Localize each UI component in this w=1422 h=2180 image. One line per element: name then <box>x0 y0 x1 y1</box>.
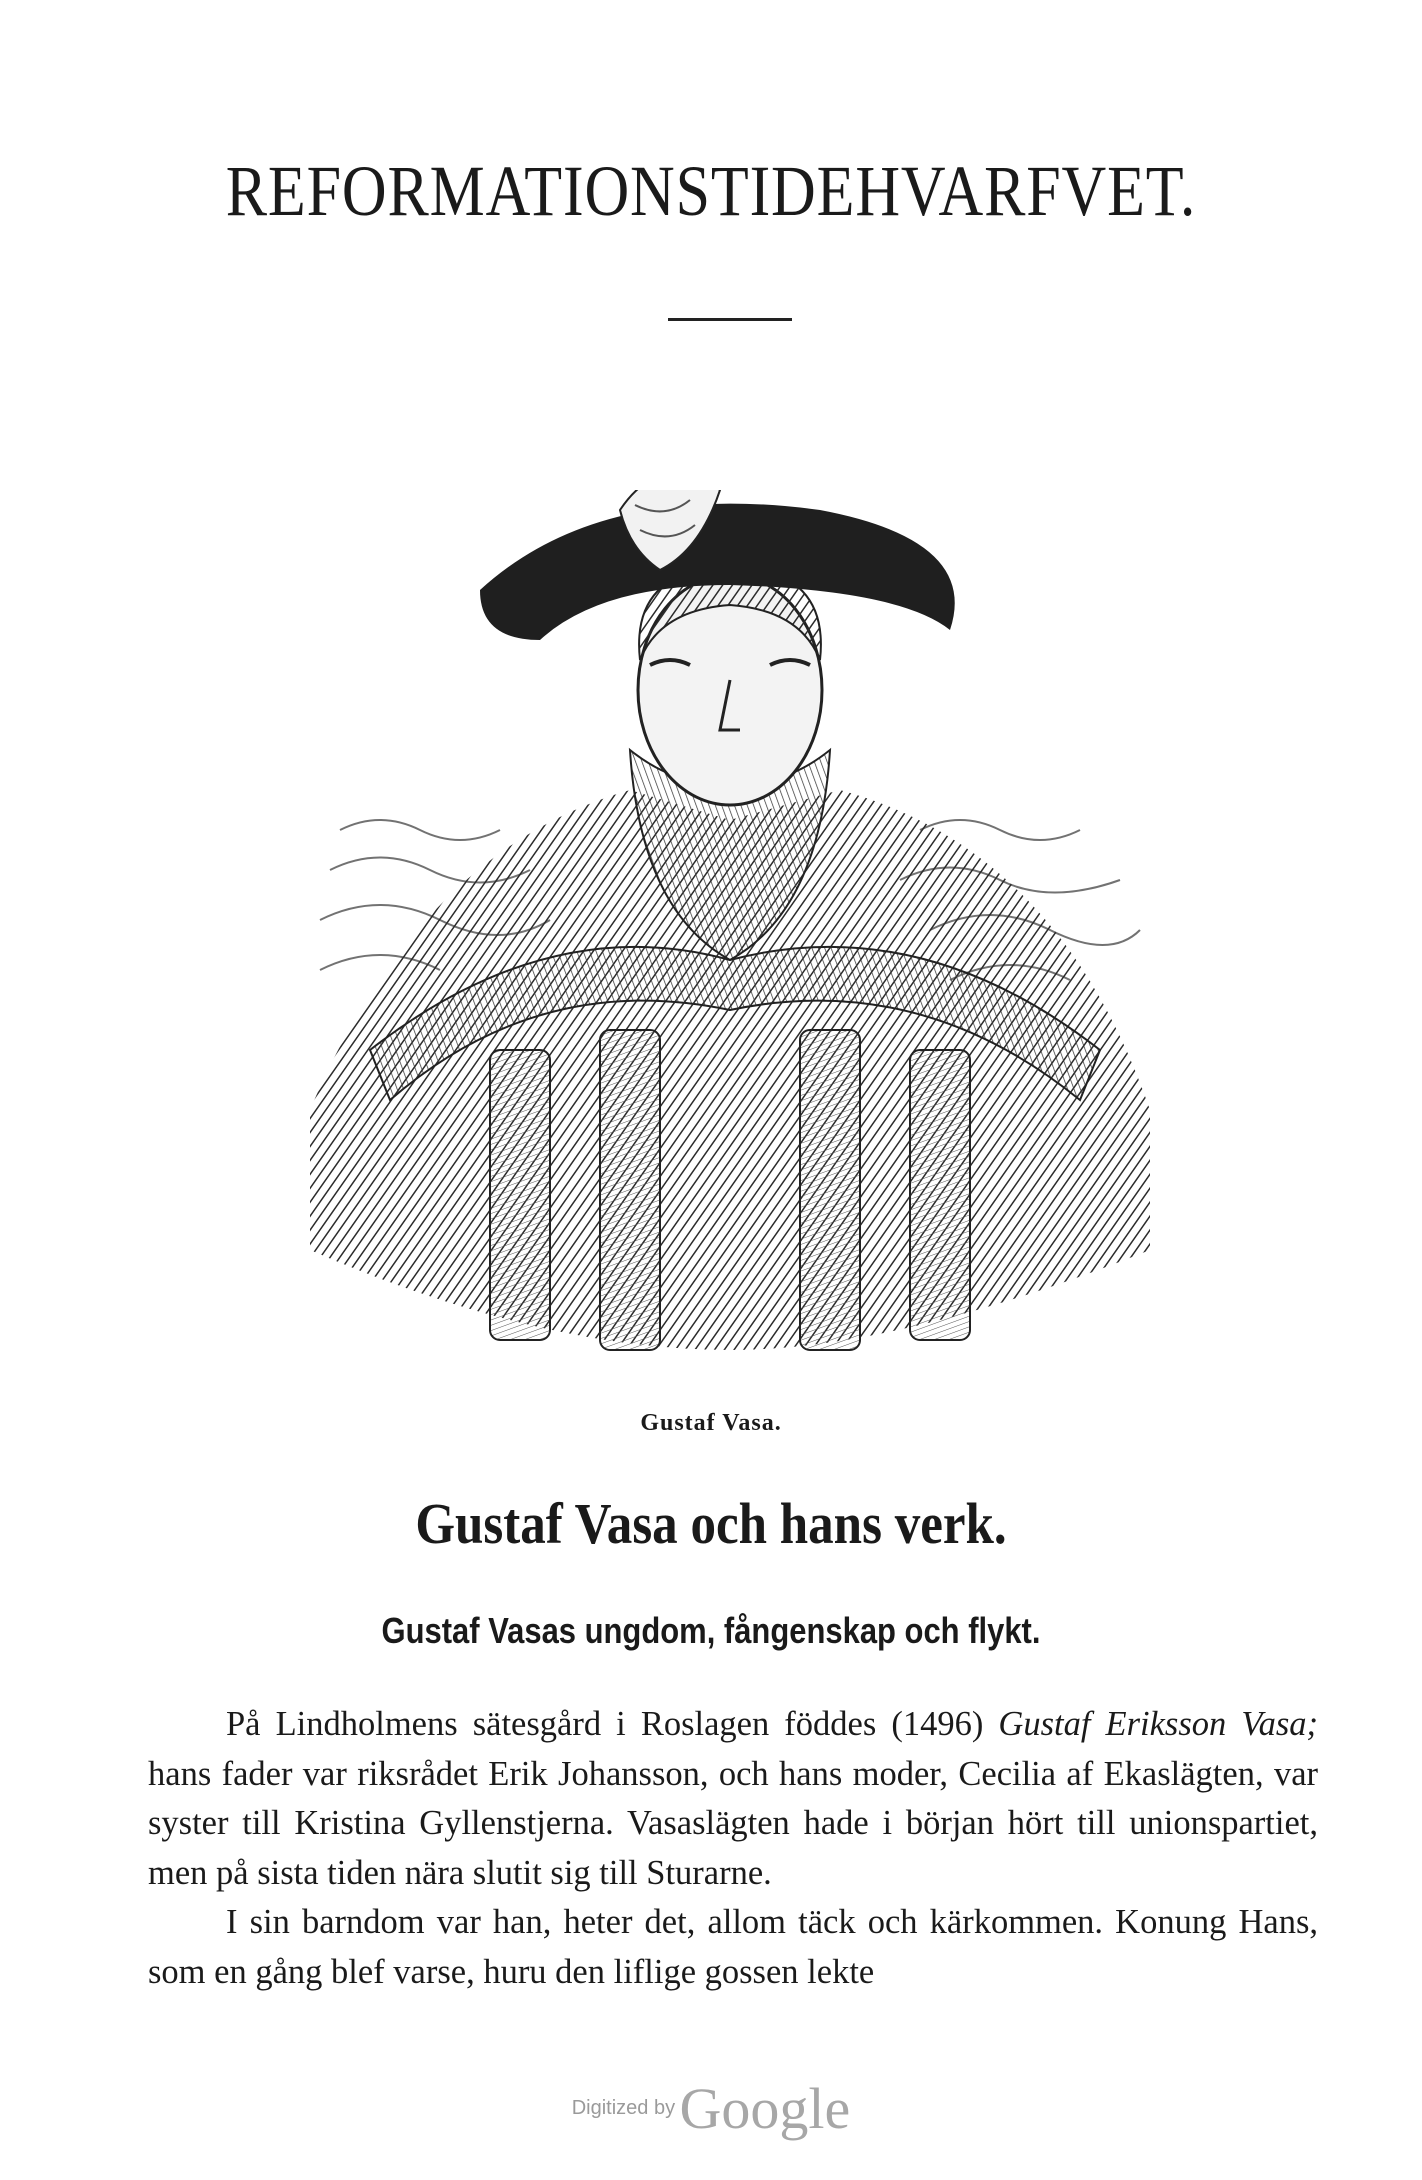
paragraph-1-part-a: På Lindholmens sätesgård i Roslagen föddes (1496) <box>226 1705 999 1743</box>
body-text <box>148 1700 1318 1997</box>
person-name: Gustaf Eriksson Vasa; <box>998 1705 1318 1743</box>
paragraph-2: I sin barndom var han, heter det, allom täck och kärkommen. Konung Hans, som en gång blef varse, huru den liflige gossen lekte <box>148 1903 1318 1991</box>
portrait-illustration <box>300 490 1160 1390</box>
running-title: REFORMATIONSTIDEHVARFVET. <box>225 151 1197 231</box>
illustration-caption: Gustaf Vasa. <box>640 1410 782 1436</box>
portrait-engraving-icon <box>300 490 1160 1390</box>
paragraph-1 <box>148 1700 1318 1898</box>
digitized-watermark <box>0 2075 1422 2142</box>
watermark-prefix: Digitized by <box>571 2097 676 2119</box>
title-divider <box>668 318 792 321</box>
paragraph-1-part-b: hans fader var riksrådet Erik Johansson, och hans moder, Cecilia af Ekaslägten, var syster till Kristina Gyllenstjerna. Vasaslägten hade i början hört till unionspartiet, men på sista tiden nära slutit sig till Sturarne. <box>148 1754 1318 1892</box>
chapter-title: Gustaf Vasa och hans verk. <box>415 1491 1007 1556</box>
section-title: Gustaf Vasas ungdom, fångenskap och flykt. <box>381 1610 1041 1651</box>
watermark-brand: Google <box>679 2076 851 2141</box>
